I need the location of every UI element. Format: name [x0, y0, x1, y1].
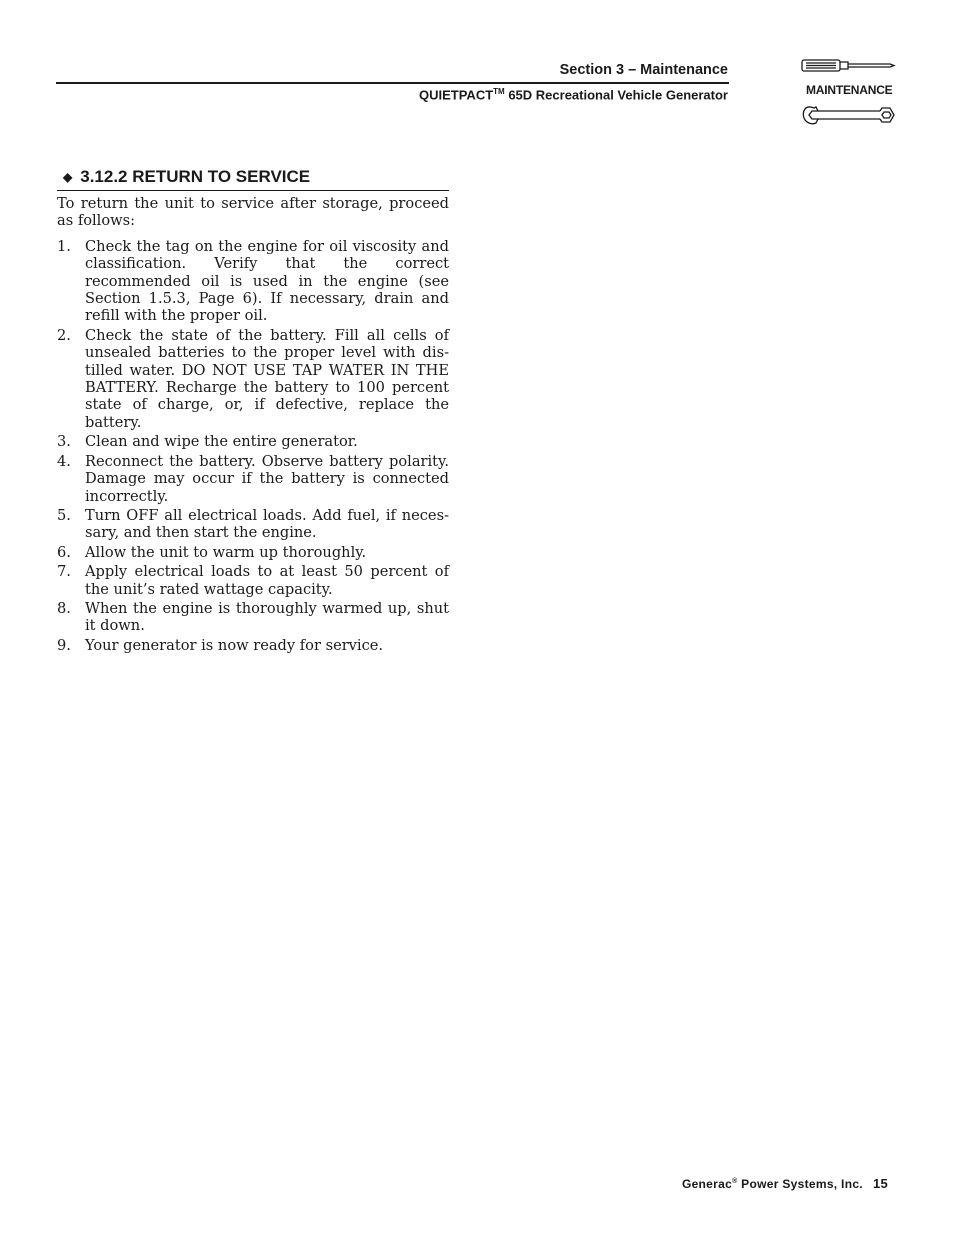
list-item-number: 6. — [57, 543, 71, 561]
section-heading — [63, 167, 449, 187]
list-item-text: Check the state of the battery. Fill all cells of unsealed batteries to the proper level with distilled water. DO NOT USE TAP WATER IN THE BATTERY. Recharge the battery to 100 percent state of charge, or, if defective, replace the battery. — [85, 326, 449, 431]
steps-list — [57, 238, 449, 654]
list-item-number: 4. — [57, 452, 71, 470]
list-item-text: Clean and wipe the entire generator. — [85, 433, 358, 451]
header-rule — [56, 82, 729, 84]
list-item-number: 8. — [57, 599, 71, 617]
list-item-text: Turn OFF all electrical loads. Add fuel, if necessary, and then start the engine. — [85, 506, 449, 542]
list-item-text: Check the tag on the engine for oil viscosity and classification. Verify that the correct recommended oil is used in the engine (see Section 1.5.3, Page 6). If necessary, drain and refill with the proper oil. — [85, 237, 449, 325]
section-title: Section 3 – Maintenance — [559, 62, 728, 78]
product-name: QUIETPACT — [419, 87, 494, 103]
list-item-number: 1. — [57, 237, 71, 255]
list-item-number: 3. — [57, 433, 71, 451]
product-title — [419, 87, 728, 102]
trademark-mark: TM — [493, 87, 505, 96]
maintenance-label: MAINTENANCE — [806, 83, 893, 97]
list-item-number: 2. — [57, 326, 71, 344]
wrench-icon — [803, 107, 894, 124]
registered-mark: ® — [732, 1178, 738, 1185]
company-name: Generac — [681, 1177, 733, 1191]
list-item-text: Reconnect the battery. Observe battery polarity. Damage may occur if the battery is connected incorrectly. — [85, 452, 449, 505]
list-item — [57, 544, 449, 561]
list-item-text: Apply electrical loads to at least 50 percent of the unit’s rated wattage capacity. — [85, 563, 449, 598]
page-footer — [682, 1176, 888, 1191]
heading-rule — [57, 190, 449, 191]
intro-paragraph: To return the unit to service after storage, proceed as follows: — [57, 195, 449, 230]
list-item — [57, 433, 449, 450]
list-item-text: Allow the unit to warm up thoroughly. — [85, 543, 367, 561]
company-name-rest: Power Systems, Inc. — [737, 1177, 863, 1191]
list-item — [57, 507, 449, 542]
page-number: 15 — [872, 1176, 888, 1191]
list-item — [57, 238, 449, 325]
list-item — [57, 327, 449, 431]
list-item-text: When the engine is thoroughly warmed up, shut it down. — [85, 599, 449, 635]
heading-title: RETURN TO SERVICE — [132, 167, 311, 186]
product-name-rest: 65D Recreational Vehicle Generator — [504, 87, 728, 103]
list-item — [57, 600, 449, 635]
list-item-text: Your generator is now ready for service. — [85, 636, 384, 654]
list-item-number: 7. — [57, 563, 71, 581]
list-item-number: 5. — [57, 506, 71, 524]
list-item — [57, 453, 449, 505]
heading-number: 3.12.2 — [80, 167, 128, 186]
diamond-bullet-icon: ◆ — [63, 170, 73, 184]
list-item-number: 9. — [57, 636, 71, 654]
screwdriver-icon — [802, 60, 894, 71]
list-item — [57, 637, 449, 654]
list-item — [57, 563, 449, 598]
body-text — [57, 195, 449, 656]
